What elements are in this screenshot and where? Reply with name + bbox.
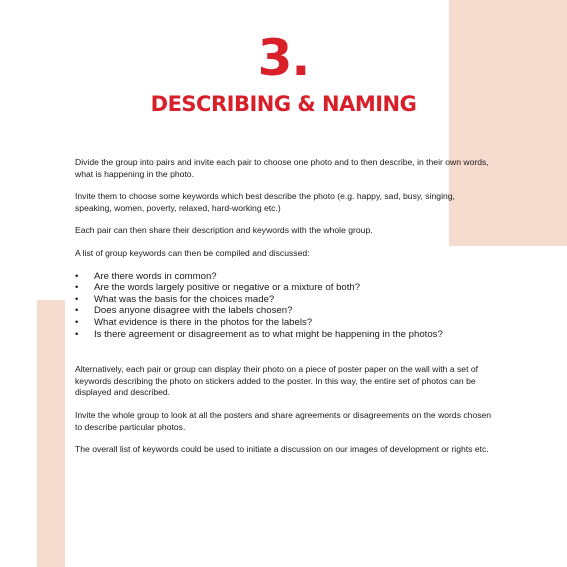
list-item: • What evidence is there in the photos for the labels?	[75, 317, 493, 329]
paragraph-share: Each pair can then share their description and keywords with the whole group.	[75, 225, 373, 236]
list-item: • Is there agreement or disagreement as to what might be happening in the photos?	[75, 329, 493, 341]
list-item: • Are there words in common?	[75, 271, 493, 283]
decorative-panel-bottom-left	[37, 300, 65, 567]
paragraph-alternative: Alternatively, each pair or group can display their photo on a piece of poster paper on the wall with a set of keywords describing the photo on stickers added to the poster. In this way, the entire set of photos can be displayed and described.	[75, 364, 479, 398]
section-title: DESCRIBING & NAMING	[150, 92, 417, 116]
paragraph-posters: Invite the whole group to look at all the posters and share agreements or disagreements on the words chosen to describe particular photos.	[75, 409, 492, 432]
list-item: • Are the words largely positive or negative or a mixture of both?	[75, 282, 493, 294]
paragraph-intro: Divide the group into pairs and invite each pair to choose one photo and to then describe, in their own words, what is happening in the photo.	[75, 157, 489, 179]
section-number: 3.	[257, 29, 310, 87]
paragraph-conclusion: The overall list of keywords could be used to initiate a discussion on our images of development or rights etc.	[75, 444, 489, 455]
discussion-questions-list	[75, 271, 493, 341]
list-item: • What was the basis for the choices made?	[75, 294, 493, 306]
paragraph-list-intro: A list of group keywords can then be compiled and discussed:	[75, 247, 310, 258]
list-item: • Does anyone disagree with the labels chosen?	[75, 305, 493, 317]
paragraph-keywords: Invite them to choose some keywords which best describe the photo (e.g. happy, sad, busy, singing, speaking, women, poverty, relaxed, hard-working etc.)	[75, 191, 455, 213]
page-content	[75, 157, 493, 467]
